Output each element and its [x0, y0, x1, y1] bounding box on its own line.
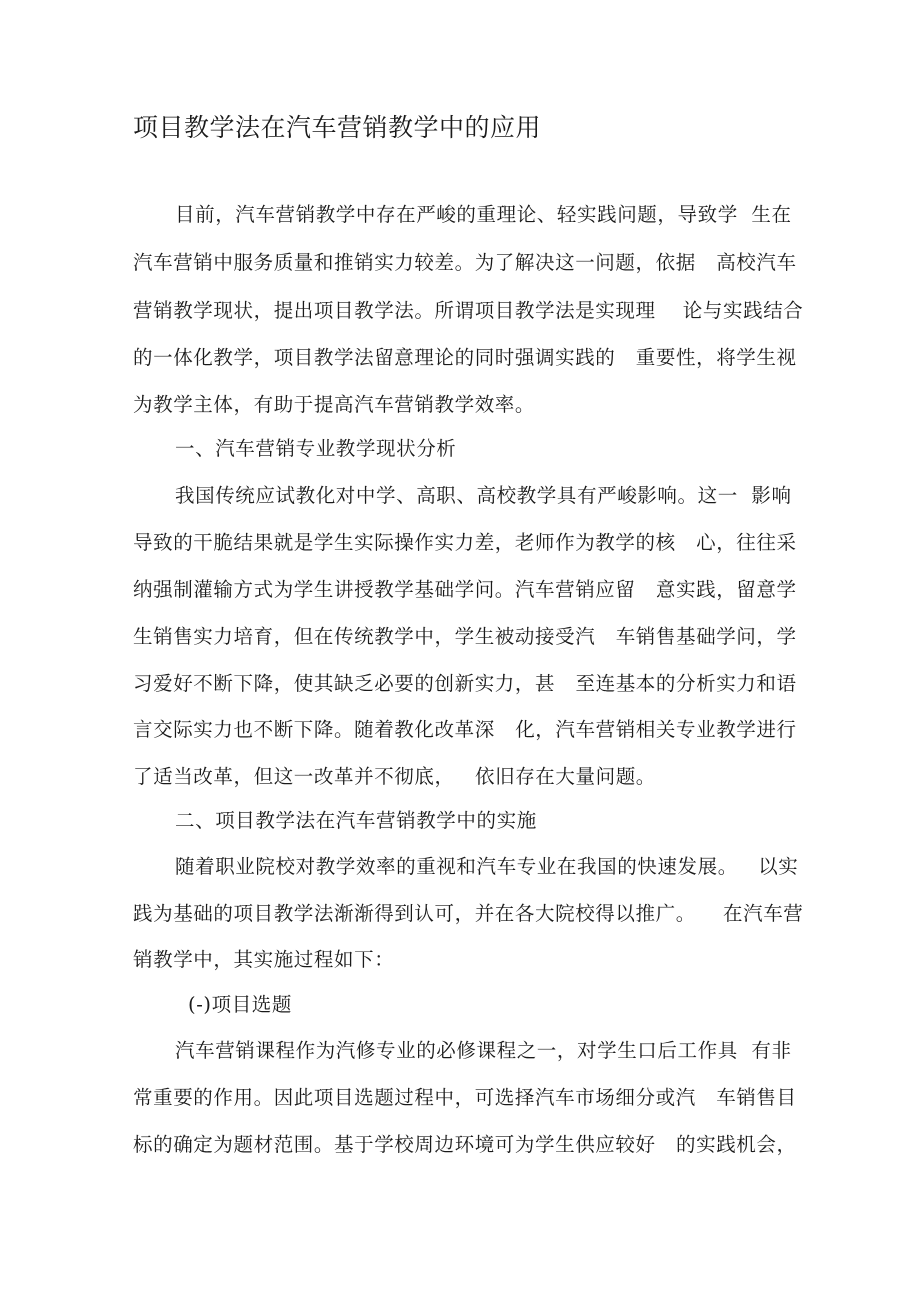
paragraph-line: 了适当改革，但这一改革并不彻底， 依旧存在大量问题。 [133, 765, 656, 788]
paragraph-line: 纳强制灌输方式为学生讲授教学基础学问。汽车营销应留 意实践，留意学 [133, 578, 797, 601]
paragraph-line: 销教学中，其实施过程如下： [133, 948, 395, 971]
section-heading: 二、项目教学法在汽车营销教学中的实施 [175, 809, 537, 832]
paragraph-line: 导致的干脆结果就是学生实际操作实力差，老师作为教学的核 心，往往采 [133, 531, 797, 554]
paragraph-line: 汽车营销中服务质量和推销实力较差。为了解决这一问题，依据 高校汽车 [133, 251, 797, 274]
paragraph-line: 践为基础的项目教学法渐渐得到认可，并在各大院校得以推广。 在汽车营 [133, 902, 804, 925]
paragraph-line: 的一体化教学，项目教学法留意理论的同时强调实践的 重要性，将学生视 [133, 346, 797, 369]
paragraph-line: 汽车营销课程作为汽修专业的必修课程之一，对学生口后工作具 有非 [175, 1039, 792, 1062]
document-title: 项目教学法在汽车营销教学中的应用 [133, 113, 542, 142]
paragraph-line: 常重要的作用。因此项目选题过程中，可选择汽车市场细分或汽 车销售目 [133, 1086, 797, 1109]
subsection-heading: (-)项目选题 [188, 993, 293, 1016]
paragraph-line: 言交际实力也不断下降。随着教化改革深 化，汽车营销相关专业教学进行 [133, 718, 797, 741]
paragraph-line: 习爱好不断下降，使其缺乏必要的创新实力，甚 至连基本的分析实力和语 [133, 672, 797, 695]
paragraph-line: 生销售实力培育，但在传统教学中，学生被动接受汽 车销售基础学问，学 [133, 625, 797, 648]
paragraph-line: 标的确定为题材范围。基于学校周边环境可为学生供应较好 的实践机会， [133, 1133, 797, 1156]
paragraph-line: 目前，汽车营销教学中存在严峻的重理论、轻实践问题，导致学 生在 [175, 203, 792, 226]
paragraph-line: 为教学主体，有助于提高汽车营销教学效率。 [133, 393, 536, 416]
paragraph-line: 营销教学现状，提出项目教学法。所谓项目教学法是实现理 论与实践结合 [133, 299, 804, 322]
paragraph-line: 随着职业院校对教学效率的重视和汽车专业在我国的快速发展。 以实 [175, 855, 799, 878]
paragraph-line: 我国传统应试教化对中学、高职、高校教学具有严峻影响。这一 影响 [175, 484, 792, 507]
section-heading: 一、汽车营销专业教学现状分析 [175, 437, 457, 460]
